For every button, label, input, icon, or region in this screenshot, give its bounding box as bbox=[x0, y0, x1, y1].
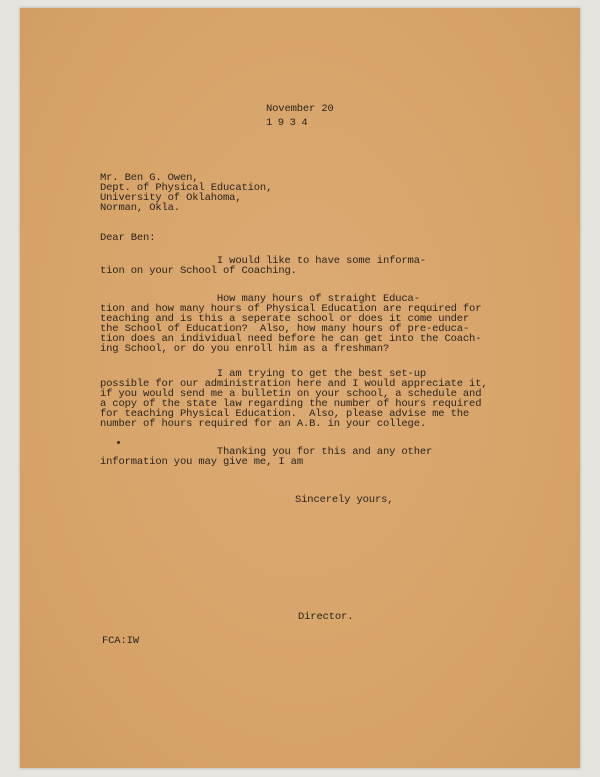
paragraph-line: ing School, or do you enroll him as a freshman? bbox=[100, 343, 390, 355]
date-year: 1934 bbox=[266, 117, 314, 129]
signature-title: Director. bbox=[298, 611, 354, 623]
paragraph-line: I am trying to get the best set-up bbox=[100, 368, 427, 380]
paragraph-2 bbox=[100, 294, 481, 354]
paragraph-line: How many hours of straight Educa- bbox=[100, 293, 420, 305]
closing: Sincerely yours, bbox=[295, 494, 394, 506]
paragraph-line: number of hours required for an A.B. in your college. bbox=[100, 418, 427, 430]
paragraph-line: I would like to have some informa- bbox=[100, 255, 427, 267]
recipient-address bbox=[100, 173, 272, 213]
address-line: University of Oklahoma, bbox=[100, 192, 242, 204]
paragraph-line: tion on your School of Coaching. bbox=[100, 265, 297, 277]
paragraph-line: a copy of the state law regarding the number of hours required bbox=[100, 398, 482, 410]
address-line: Norman, Okla. bbox=[100, 202, 180, 214]
letter-page bbox=[20, 8, 580, 768]
date-month-day: November 20 bbox=[266, 103, 334, 115]
address-line: Dept. of Physical Education, bbox=[100, 182, 273, 194]
paragraph-line: Thanking you for this and any other bbox=[100, 446, 433, 458]
address-line: Mr. Ben G. Owen, bbox=[100, 172, 199, 184]
paragraph-line: the School of Education? Also, how many hours of pre-educa- bbox=[100, 323, 470, 335]
salutation: Dear Ben: bbox=[100, 232, 156, 244]
paragraph-line: tion and how many hours of Physical Education are required for bbox=[100, 303, 482, 315]
paragraph-4 bbox=[100, 447, 432, 467]
paragraph-line: teaching and is this a seperate school or does it come under bbox=[100, 313, 470, 325]
paragraph-line: if you would send me a bulletin on your school, a schedule and bbox=[100, 388, 482, 400]
paragraph-line: possible for our administration here and I would appreciate it, bbox=[100, 378, 488, 390]
paragraph-line: for teaching Physical Education. Also, please advise me the bbox=[100, 408, 470, 420]
paragraph-1 bbox=[100, 256, 426, 276]
ink-speck bbox=[117, 441, 120, 444]
paragraph-line: tion does an individual need before he can get into the Coach- bbox=[100, 333, 482, 345]
paragraph-3 bbox=[100, 369, 488, 429]
paragraph-line: information you may give me, I am bbox=[100, 456, 303, 468]
reference-initials: FCA:IW bbox=[102, 635, 139, 647]
